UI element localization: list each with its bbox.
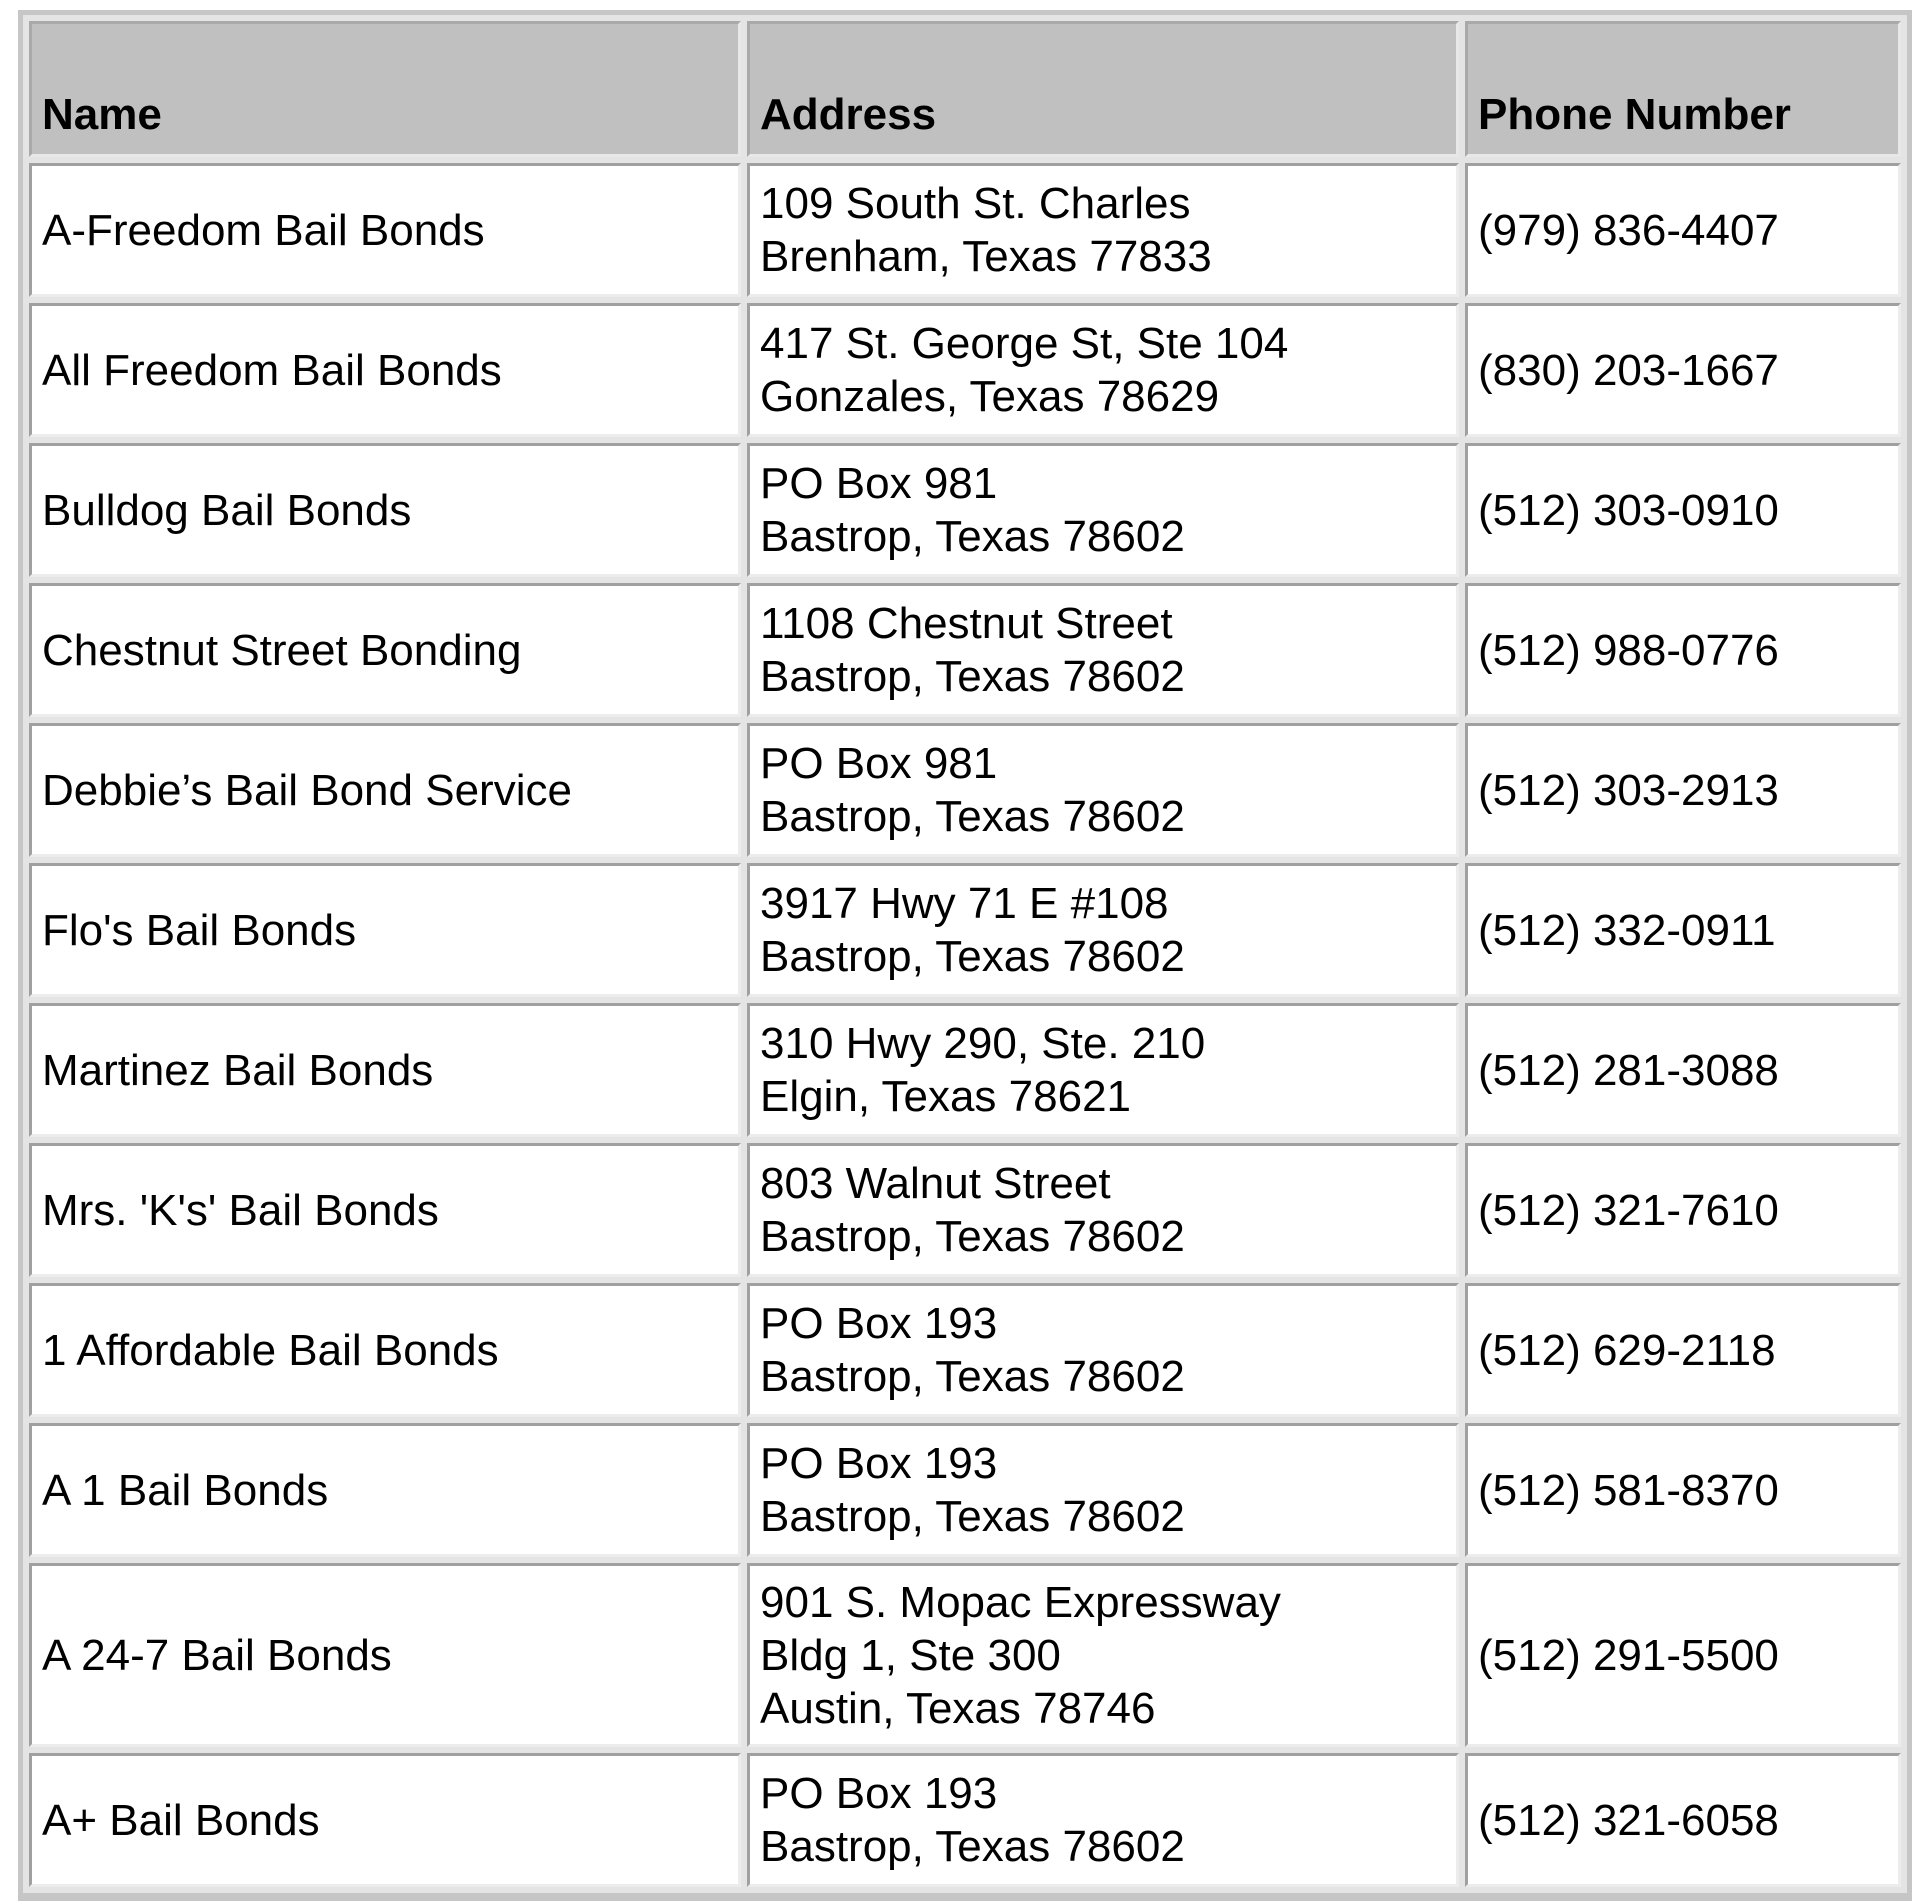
- address-line: Bastrop, Texas 78602: [760, 1352, 1185, 1401]
- business-name-cell: 1 Affordable Bail Bonds: [29, 1283, 741, 1417]
- address-line: PO Box 193: [760, 1299, 998, 1348]
- business-name-cell: A 24-7 Bail Bonds: [29, 1563, 741, 1747]
- phone-number-cell: (512) 581-8370: [1465, 1423, 1901, 1557]
- address-line: Bastrop, Texas 78602: [760, 1212, 1185, 1261]
- table-row: [29, 1283, 1901, 1417]
- bail-bonds-table-frame: [18, 10, 1912, 1901]
- address-cell: [747, 1143, 1459, 1277]
- address-line: PO Box 981: [760, 739, 998, 788]
- address-cell: [747, 443, 1459, 577]
- table-row: [29, 163, 1901, 297]
- address-line: Gonzales, Texas 78629: [760, 372, 1220, 421]
- address-line: 901 S. Mopac Expressway: [760, 1577, 1281, 1627]
- address-line: PO Box 193: [760, 1769, 998, 1818]
- address-cell: [747, 723, 1459, 857]
- address-cell: [747, 1423, 1459, 1557]
- phone-number-cell: (512) 629-2118: [1465, 1283, 1901, 1417]
- address-cell: [747, 1563, 1459, 1747]
- phone-number-cell: (512) 321-6058: [1465, 1753, 1901, 1887]
- address-line: 1108 Chestnut Street: [760, 599, 1173, 648]
- address-line: 310 Hwy 290, Ste. 210: [760, 1019, 1206, 1068]
- table-body: [29, 163, 1901, 1887]
- address-cell: [747, 863, 1459, 997]
- table-row: [29, 303, 1901, 437]
- address-cell: [747, 163, 1459, 297]
- table-row: [29, 863, 1901, 997]
- address-line: Bastrop, Texas 78602: [760, 792, 1185, 841]
- business-name-cell: Debbie’s Bail Bond Service: [29, 723, 741, 857]
- table-row: [29, 583, 1901, 717]
- address-line: Brenham, Texas 77833: [760, 232, 1212, 281]
- address-cell: [747, 1753, 1459, 1887]
- address-line: Bldg 1, Ste 300: [760, 1630, 1061, 1680]
- table-row: [29, 1423, 1901, 1557]
- table-row: [29, 1563, 1901, 1747]
- business-name-cell: Chestnut Street Bonding: [29, 583, 741, 717]
- phone-number-cell: (979) 836-4407: [1465, 163, 1901, 297]
- business-name-cell: A+ Bail Bonds: [29, 1753, 741, 1887]
- phone-number-cell: (512) 332-0911: [1465, 863, 1901, 997]
- business-name-cell: Flo's Bail Bonds: [29, 863, 741, 997]
- table-row: [29, 443, 1901, 577]
- address-line: Austin, Texas 78746: [760, 1683, 1156, 1733]
- address-line: PO Box 981: [760, 459, 998, 508]
- table-row: [29, 1753, 1901, 1887]
- phone-number-cell: (512) 303-0910: [1465, 443, 1901, 577]
- bail-bonds-table: [23, 15, 1907, 1893]
- address-cell: [747, 1283, 1459, 1417]
- phone-column-header: Phone Number: [1465, 21, 1901, 157]
- address-cell: [747, 1003, 1459, 1137]
- address-line: Bastrop, Texas 78602: [760, 512, 1185, 561]
- address-line: PO Box 193: [760, 1439, 998, 1488]
- address-line: Bastrop, Texas 78602: [760, 1822, 1185, 1871]
- address-line: Bastrop, Texas 78602: [760, 932, 1185, 981]
- table-row: [29, 1003, 1901, 1137]
- table-header-row: [29, 21, 1901, 157]
- address-line: Bastrop, Texas 78602: [760, 1492, 1185, 1541]
- business-name-cell: Mrs. 'K's' Bail Bonds: [29, 1143, 741, 1277]
- address-line: 3917 Hwy 71 E #108: [760, 879, 1169, 928]
- address-cell: [747, 583, 1459, 717]
- business-name-cell: Martinez Bail Bonds: [29, 1003, 741, 1137]
- address-line: 803 Walnut Street: [760, 1159, 1111, 1208]
- address-cell: [747, 303, 1459, 437]
- phone-number-cell: (512) 303-2913: [1465, 723, 1901, 857]
- address-line: Bastrop, Texas 78602: [760, 652, 1185, 701]
- table-row: [29, 723, 1901, 857]
- phone-number-cell: (512) 291-5500: [1465, 1563, 1901, 1747]
- phone-number-cell: (512) 988-0776: [1465, 583, 1901, 717]
- address-line: 417 St. George St, Ste 104: [760, 319, 1289, 368]
- address-line: 109 South St. Charles: [760, 179, 1191, 228]
- phone-number-cell: (512) 321-7610: [1465, 1143, 1901, 1277]
- phone-number-cell: (830) 203-1667: [1465, 303, 1901, 437]
- name-column-header: Name: [29, 21, 741, 157]
- address-column-header: Address: [747, 21, 1459, 157]
- address-line: Elgin, Texas 78621: [760, 1072, 1132, 1121]
- business-name-cell: A 1 Bail Bonds: [29, 1423, 741, 1557]
- business-name-cell: A-Freedom Bail Bonds: [29, 163, 741, 297]
- table-row: [29, 1143, 1901, 1277]
- business-name-cell: Bulldog Bail Bonds: [29, 443, 741, 577]
- phone-number-cell: (512) 281-3088: [1465, 1003, 1901, 1137]
- business-name-cell: All Freedom Bail Bonds: [29, 303, 741, 437]
